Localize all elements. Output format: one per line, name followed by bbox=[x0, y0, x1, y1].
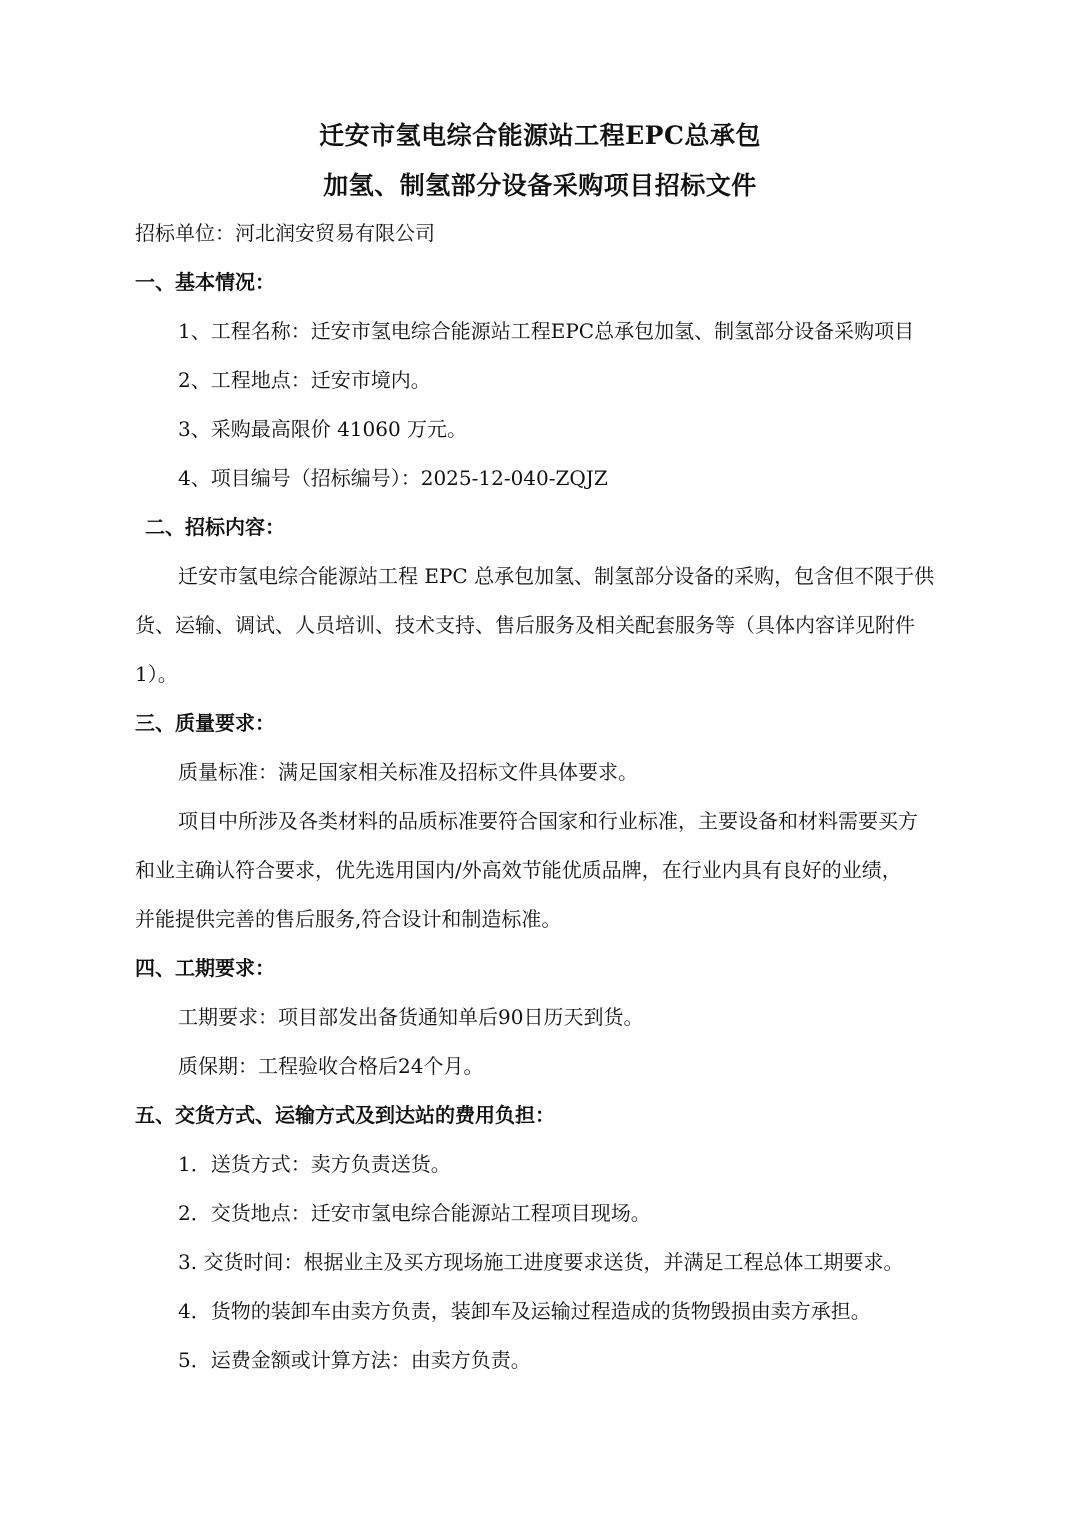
section-heading-schedule: 四、工期要求： bbox=[135, 956, 275, 980]
tenderer-line: 招标单位：河北润安贸易有限公司 bbox=[135, 221, 435, 245]
delivery-location-line: 2．交货地点：迁安市氢电综合能源站工程项目现场。 bbox=[178, 1201, 651, 1225]
section-heading-quality: 三、质量要求： bbox=[135, 711, 275, 735]
basic-info-price-limit: 3、采购最高限价 41060 万元。 bbox=[178, 417, 468, 441]
delivery-time-line: 3. 交货时间：根据业主及买方现场施工进度要求送货，并满足工程总体工期要求。 bbox=[178, 1250, 904, 1274]
delivery-freight-line: 5．运费金额或计算方法：由卖方负责。 bbox=[178, 1348, 531, 1372]
tender-content-line-3: 1）。 bbox=[135, 662, 178, 686]
quality-standard-line: 质量标准：满足国家相关标准及招标文件具体要求。 bbox=[178, 760, 638, 784]
schedule-delivery-line: 工期要求：项目部发出备货通知单后90日历天到货。 bbox=[178, 1005, 644, 1029]
schedule-warranty-line: 质保期：工程验收合格后24个月。 bbox=[178, 1054, 484, 1078]
quality-materials-line-3: 并能提供完善的售后服务,符合设计和制造标准。 bbox=[135, 907, 562, 931]
quality-materials-line-1: 项目中所涉及各类材料的品质标准要符合国家和行业标准，主要设备和材料需要买方 bbox=[178, 809, 918, 833]
delivery-loading-line: 4．货物的装卸车由卖方负责，装卸车及运输过程造成的货物毁损由卖方承担。 bbox=[178, 1299, 871, 1323]
document-title-line-1: 迁安市氢电综合能源站工程EPC总承包 bbox=[319, 121, 761, 150]
section-heading-tender-content: 二、招标内容： bbox=[145, 515, 285, 539]
basic-info-project-number: 4、项目编号（招标编号）：2025-12-040-ZQJZ bbox=[178, 466, 608, 490]
section-heading-delivery: 五、交货方式、运输方式及到达站的费用负担： bbox=[135, 1103, 555, 1127]
document-title-line-2: 加氢、制氢部分设备采购项目招标文件 bbox=[323, 171, 757, 200]
quality-materials-line-2: 和业主确认符合要求，优先选用国内/外高效节能优质品牌，在行业内具有良好的业绩， bbox=[135, 858, 902, 882]
tender-content-line-1: 迁安市氢电综合能源站工程 EPC 总承包加氢、制氢部分设备的采购，包含但不限于供 bbox=[178, 564, 935, 588]
section-heading-basic-info: 一、基本情况： bbox=[135, 270, 275, 294]
delivery-method-line: 1．送货方式：卖方负责送货。 bbox=[178, 1152, 451, 1176]
basic-info-project-name: 1、工程名称：迁安市氢电综合能源站工程EPC总承包加氢、制氢部分设备采购项目 bbox=[178, 319, 915, 343]
tender-content-line-2: 货、运输、调试、人员培训、技术支持、售后服务及相关配套服务等（具体内容详见附件 bbox=[135, 613, 915, 637]
basic-info-project-location: 2、工程地点：迁安市境内。 bbox=[178, 368, 431, 392]
